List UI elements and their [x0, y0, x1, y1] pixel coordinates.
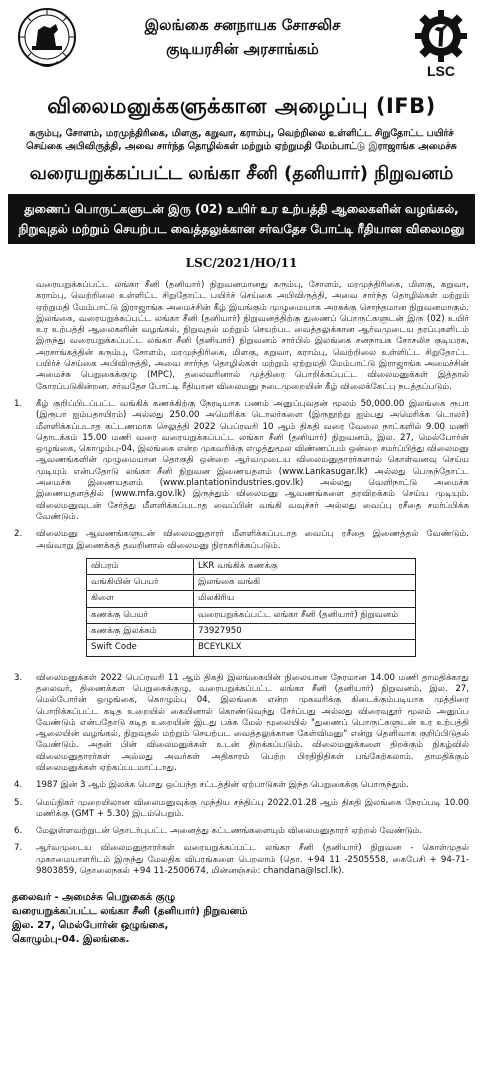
table-cell-value: வரையறுக்கப்பட்ட லங்கா சீனி (தனியார்) நிறுவனம் [194, 607, 416, 623]
lsc-logo-icon [409, 6, 473, 80]
page-title: விலைமனுக்களுக்கான அழைப்பு (IFB) [47, 94, 436, 118]
bank-details-table [86, 558, 416, 657]
footer-line-4: கொழும்பு-04. இலங்கை. [12, 934, 130, 946]
item-number: 4. [14, 780, 23, 791]
table-cell-key: கிளை [87, 591, 194, 607]
item-number: 2. [14, 529, 23, 540]
footer-line-1: தலைவர் - அமைச்சு பெறுகைக் குழு [12, 892, 176, 904]
item-text: ஆர்வமுடைய விலைமனுதாரர்கள் வரையறுக்கப்பட்ட லங்கா சீனி (தனியார்) நிறுவன - கொள்முதல் முகாமையாளரிடம் இருந்து மேலதிக விபரங்களை பெறலாம் (தொ. +94 11 -2505558, கைபேசி + 94-71-9803859, தொலைநகல் +94 11-2500674, மின்னஞ்சல்: chandana@lscl.lk). [36, 843, 469, 877]
item-text: கீழ் குறிப்பிடப்பட்ட வங்கிக் கணக்கிற்கு நேரடியாக பணம் அனுப்புவதன் மூலம் 50,000.00 இலங்கை ரூபா (இரூபா ஐம்பதாயிரம்) அல்லது 250.00 அமெரிக்க டொலர்களை (இருநூற்று ஐம்பது அமெரிக்க டொலர்) மீளளிக்கப்படாத கட்டணமாக செலுத்தி 2022 பெப்ரவரி 10 ஆம் திகதி வரை வேலை நாட்களில் 9.00 மணி தொடக்கம் 15.00 மணி வரை வரையறுக்கப்பட்ட லங்கா சீனி (தனியார்) நிறுவனம், இல. 27, மெல்போர்ன் ஒழுங்கை, கொழும்பு-04, இலங்கை என்ற முகவரிக்கு எழுத்துமூல விண்ணப்பம் ஒன்றை சமர்ப்பித்து விலைமனு ஆவணங்களின் முழுமையான தொகுதி ஒன்றை ஆர்வமுடைய விலைமனுதாரர்களால் கொள்வனவு செய்ய முடியும் என்பதோடு லங்கா சீனி நிறுவன இணையதளம் (www.Lankasugar.lk) அல்லது பெருந்தோட்ட அமைச்சு இணையதளம் (www.plantationindustries.gov.lk) அல்லது வெளிநாட்டு அமைச்சு இணையதளத்தில் (www.mfa.gov.lk) இருந்தும் விலைமனு ஆவணங்களை தரவிறக்கம் செய்ய முடியும். விலைமனுவுடன் சேர்த்து மீளளிக்கப்படாத வைப்பின் வங்கி வவுச்சர் அல்லது வைப்பு ரசீதை சமர்ப்பிக்க வேண்டும். [36, 398, 469, 522]
sri-lanka-emblem-icon [16, 4, 78, 74]
table-cell-key: வங்கியின் பெயர் [87, 575, 194, 591]
item-text: மேலுள்ளவற்றுடன் தொடர்புபட்ட அனைத்து கட்டணங்களையும் விலைமனுதாரர் ஏற்றல் வேண்டும். [36, 826, 423, 837]
tender-banner [8, 194, 475, 244]
item-number: 5. [14, 797, 23, 808]
signature-block [12, 891, 469, 947]
table-cell-value: BCEYLKLX [194, 640, 416, 656]
item-number: 1. [14, 398, 23, 409]
list-item [14, 780, 469, 791]
list-item [14, 399, 469, 523]
footer-line-2: வரையறுக்கப்பட்ட லங்கா சீனி (தனியார்) நிறுவனம் [12, 906, 248, 918]
ministry-name: கரும்பு, சோளம், மரமுந்திரிகை, மிளகு, கறுவா, கராம்பு, வெற்றிலை உள்ளிட்ட சிறுதோட்ட பயிர்ச் செய்கை அபிவிருத்தி, அவை சார்ந்த தொழில்கள் மற்றும் ஏற்றுமதி மேம்பாட்டு இராஜாங்க அமைச்சு [26, 128, 457, 152]
item-number: 3. [14, 672, 23, 683]
item-text: மெய்நிகர் முறையிலான விலைமனுவுக்கு முந்திய சந்திப்பு 2022.01.28 ஆம் திகதி இலங்கை நேரப்படி 10.00 மணிக்கு (GMT + 5.30) இடம்பெறும். [36, 797, 469, 819]
list-item [14, 798, 469, 821]
reference-number: LSC/2021/HO/11 [185, 256, 298, 270]
intro-paragraph: வரையறுக்கப்பட்ட லங்கா சீனி (தனியார்) நிறுவனமானது கரும்பு, சோளம், மரமுந்திரிகை, மிளகு, கறுவா, கராம்பு, வெற்றிலை உள்ளிட்ட சிறுதோட்ட பயிர்ச் செய்கை அபிவிருத்தி, அவை சார்ந்த தொழில்கள் மற்றும் ஏற்றுமதி மேம்பாட்டு இராஜாங்க அமைச்சின் கீழ் இயங்கும் முழுமையாக அரசுக்கு சொந்தமான நிறுவனமாகும். இலங்கை, வரையறுக்கப்பட்ட லங்கா சீனி (தனியார்) நிறுவனத்திற்கு துணைப் பொருட்களுடன் இரு (02) உயிர் உர உற்பத்தி ஆலைகளின் வழங்கல், நிறுவுதல் மற்றும் செயற்பட வைத்தலுக்கான ஆர்வமுடைய தரப்புகளிடம் இருந்து வரையறுக்கப்பட்ட லங்கா சீனி (தனியார்) நிறுவனம் சார்பில் இலங்கை சனநாயக சோசலிச குடியரசு, அரசாங்கத்தின் கரும்பு, சோளம், மரமுந்திரிகை, மிளகு, கறுவா, கராம்பு, வெற்றிலை உள்ளிட்ட சிறுதோட்ட பயிர்ச் செய்கை அபிவிருத்தி, அவை சார்ந்த தொழில்கள் மற்றும் ஏற்றுமதி மேம்பாட்டு இராஜாங்க அமைச்சின் அமைச்சு பெறுகைக்குழு (MPC), தலைவரினால் முத்திரை பொறிக்கப்பட்ட விலைமனுக்கள் இத்தால் கோரப்படுகின்றன. சர்வதேச போட்டி ரீதியான விலைமனு நடைமுறையின் கீழ் விலைக்கேட்பு நடத்தப்படும். [36, 280, 469, 392]
table-cell-value: இலங்கை வங்கி [194, 575, 416, 591]
list-item [14, 673, 469, 775]
table-row [87, 575, 416, 591]
item-number: 6. [14, 826, 23, 837]
item-text: விலைமனுக்கள் 2022 பெப்ரவரி 11 ஆம் திகதி இலங்கையின் நிலையான நேரமான 14.00 மணி தாமதிக்காது தலைவர், திணைக்கள பெறுகைக்குழு, வரையறுக்கப்பட்ட லங்கா சீனி (தனியார்) நிறுவனம், இல. 27, மெல்போர்ன் ஒழுங்கை, கொழும்பு 04, இலங்கை என்ற முகவரிக்கு கிடைக்கும்படியாக முத்திரை பொறிக்கப்பட்ட கடித உறையில் கையினால் கொண்டுவந்து சேர்ப்பது அல்லது விரைவுதூர் மூலம் அனுப்ப வேண்டும் என்பதோடு கடித உறையின் இடது பக்க மேல் மூலையில் "துணைப் பொருட்களுடன் உர உற்பத்தி ஆலையின் வழங்கல், நிறுவுதல் மற்றும் செயற்பட வைத்தலுக்கான கேள்விமனு" என்று தெளிவாக குறிப்பிடுதல் வேண்டும். அதன் பின் விலைமனுக்கள் உடன் திறக்கப்படும். விலைமனுக்களை திறக்கும் நிகழ்வில் விலைமனுதாரர்கள் அல்லது அவர்கள் அதிகாரம் பெற்ற பிரதிநிதிகள் பங்கேற்கலாம். தாமதிக்கும் விலைமனுக்கள் ஏற்கப்படமாட்டாது. [36, 672, 469, 773]
table-row [87, 640, 416, 656]
header [6, 0, 477, 80]
banner-line-2: நிறுவுதல் மற்றும் செயற்பட வைத்தலுக்கான சர்வதேச போட்டி ரீதியான விலைமனு [18, 222, 465, 236]
conditions-list [14, 399, 469, 877]
table-cell-key: கணக்கு பெயர் [87, 607, 194, 623]
table-cell-key: கணக்கு இலக்கம் [87, 624, 194, 640]
table-cell-key: விபரம் [87, 558, 194, 574]
lsc-logo-text: LSC [427, 63, 455, 79]
list-item [14, 843, 469, 877]
government-line-2: குடியரசின் அரசாங்கம் [166, 40, 319, 58]
table-cell-value: மிலகிரிய [194, 591, 416, 607]
list-item [14, 529, 469, 666]
table-row [87, 607, 416, 623]
government-line-1: இலங்கை சனநாயக சோசலிச [144, 16, 341, 34]
table-row [87, 591, 416, 607]
list-item [14, 826, 469, 837]
item-text: 1987 இன் 3 ஆம் இலக்க பொது ஒப்பந்த சட்டத்தின் ஏற்பாடுகள் இந்த பெறுகைக்கு பொருந்தும். [36, 780, 409, 791]
table-cell-value: LKR வங்கிக் கணக்கு [194, 558, 416, 574]
banner-line-1: துணைப் பொருட்களுடன் இரு (02) உயிர் உர உற்பத்தி ஆலைகளின் வழங்கல், [24, 202, 459, 216]
table-row [87, 558, 416, 574]
table-cell-value: 73927950 [194, 624, 416, 640]
table-row [87, 624, 416, 640]
table-cell-key: Swift Code [87, 640, 194, 656]
item-text: விலைமனு ஆவணங்களுடன் விலைமனுதாரர் மீளளிக்கப்படாத வைப்பு ரசீதை இணைத்தல் வேண்டும். அவ்வாறு இணைக்கத் தவறினால் விலைமனு நிராகரிக்கப்படும். [36, 529, 469, 551]
item-number: 7. [14, 843, 23, 854]
footer-line-3: இல. 27, மெல்போர்ன் ஒழுங்கை, [12, 920, 169, 932]
company-name: வரையறுக்கப்பட்ட லங்கா சீனி (தனியார்) நிறுவனம் [29, 163, 454, 184]
